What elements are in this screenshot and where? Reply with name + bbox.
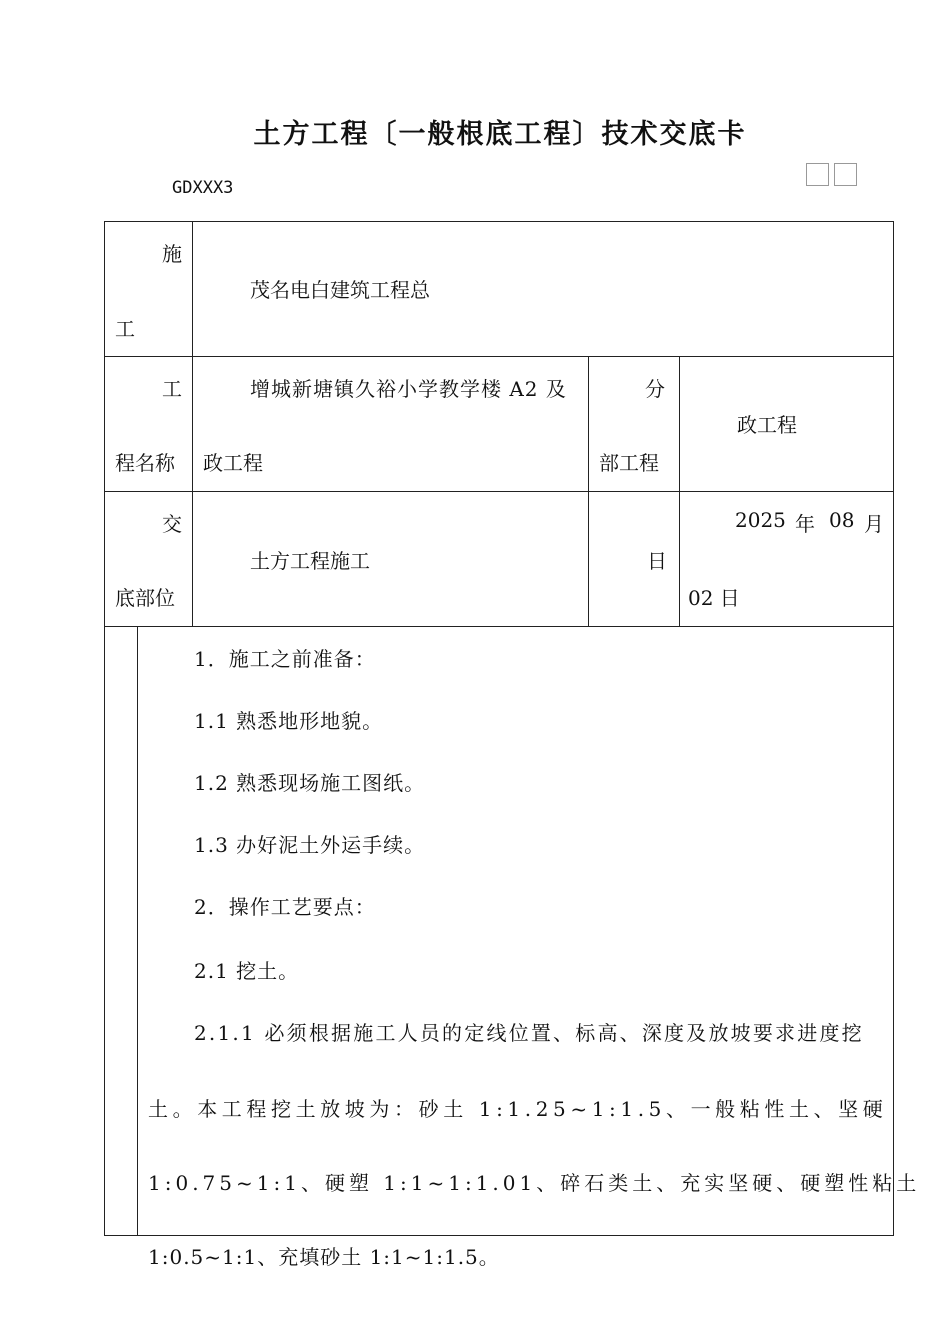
row3-date-label: 日 [647, 549, 667, 573]
content-line-3: 1.2 熟悉现场施工图纸。 [194, 771, 426, 795]
row3-date-year-char: 年 [795, 512, 815, 536]
table-label-divider [192, 221, 193, 627]
checkbox-2[interactable] [834, 163, 857, 186]
content-line-1: 1．施工之前准备： [194, 647, 376, 671]
table-right-divider [679, 356, 680, 627]
row2-sub-value: 政工程 [737, 413, 797, 437]
table-row-divider-3 [104, 626, 894, 627]
document-code: GDXXX3 [172, 178, 234, 198]
row2-sub-label-top: 分 [645, 377, 665, 401]
row2-sub-label-bottom: 部工程 [599, 451, 659, 475]
document-title: 土方工程〔一般根底工程〕技术交底卡 [253, 119, 747, 150]
row3-date-year: 2025 [735, 508, 786, 532]
table-mid-divider [588, 356, 589, 627]
row3-value: 土方工程施工 [250, 549, 370, 573]
table-border-bottom [104, 1235, 894, 1236]
row2-label-bottom: 程名称 [115, 451, 175, 475]
row3-label-bottom: 底部位 [115, 586, 175, 610]
content-left-gutter [137, 626, 138, 1236]
table-border-top [104, 221, 894, 222]
row2-value-line1: 增城新塘镇久裕小学教学楼 A2 及 [250, 377, 567, 401]
row1-value: 茂名电白建筑工程总 [250, 278, 430, 302]
content-line-7: 2.1.1 必须根据施工人员的定线位置、标高、深度及放坡要求进度挖 [194, 1021, 864, 1045]
content-line-10: 1:0.5~1:1、充填砂土 1:1~1:1.5。 [148, 1245, 500, 1269]
content-line-2: 1.1 熟悉地形地貌。 [194, 709, 384, 733]
checkbox-1[interactable] [806, 163, 829, 186]
row3-date-day: 02 日 [688, 586, 740, 610]
row2-value-line2: 政工程 [203, 451, 263, 475]
content-line-5: 2．操作工艺要点： [194, 895, 376, 919]
content-line-9: 1:0.75~1:1、硬塑 1:1~1:1.01、碎石类土、充实坚硬、硬塑性粘土 [148, 1171, 921, 1195]
row3-label-top: 交 [162, 512, 182, 536]
content-line-4: 1.3 办好泥土外运手续。 [194, 833, 426, 857]
content-line-8: 土。本工程挖土放坡为：砂土 1:1.25~1:1.5、一般粘性土、坚硬 [148, 1097, 888, 1121]
table-border-right [893, 221, 894, 1236]
table-border-left [104, 221, 105, 1236]
row3-date-month: 08 [829, 508, 855, 532]
row1-label-top: 施 [162, 242, 182, 266]
table-row-divider-1 [104, 356, 894, 357]
row1-label-bottom: 工 [115, 317, 135, 341]
row2-label-top: 工 [162, 377, 182, 401]
content-line-6: 2.1 挖土。 [194, 959, 300, 983]
table-row-divider-2 [104, 491, 894, 492]
row3-date-month-char: 月 [864, 512, 884, 536]
